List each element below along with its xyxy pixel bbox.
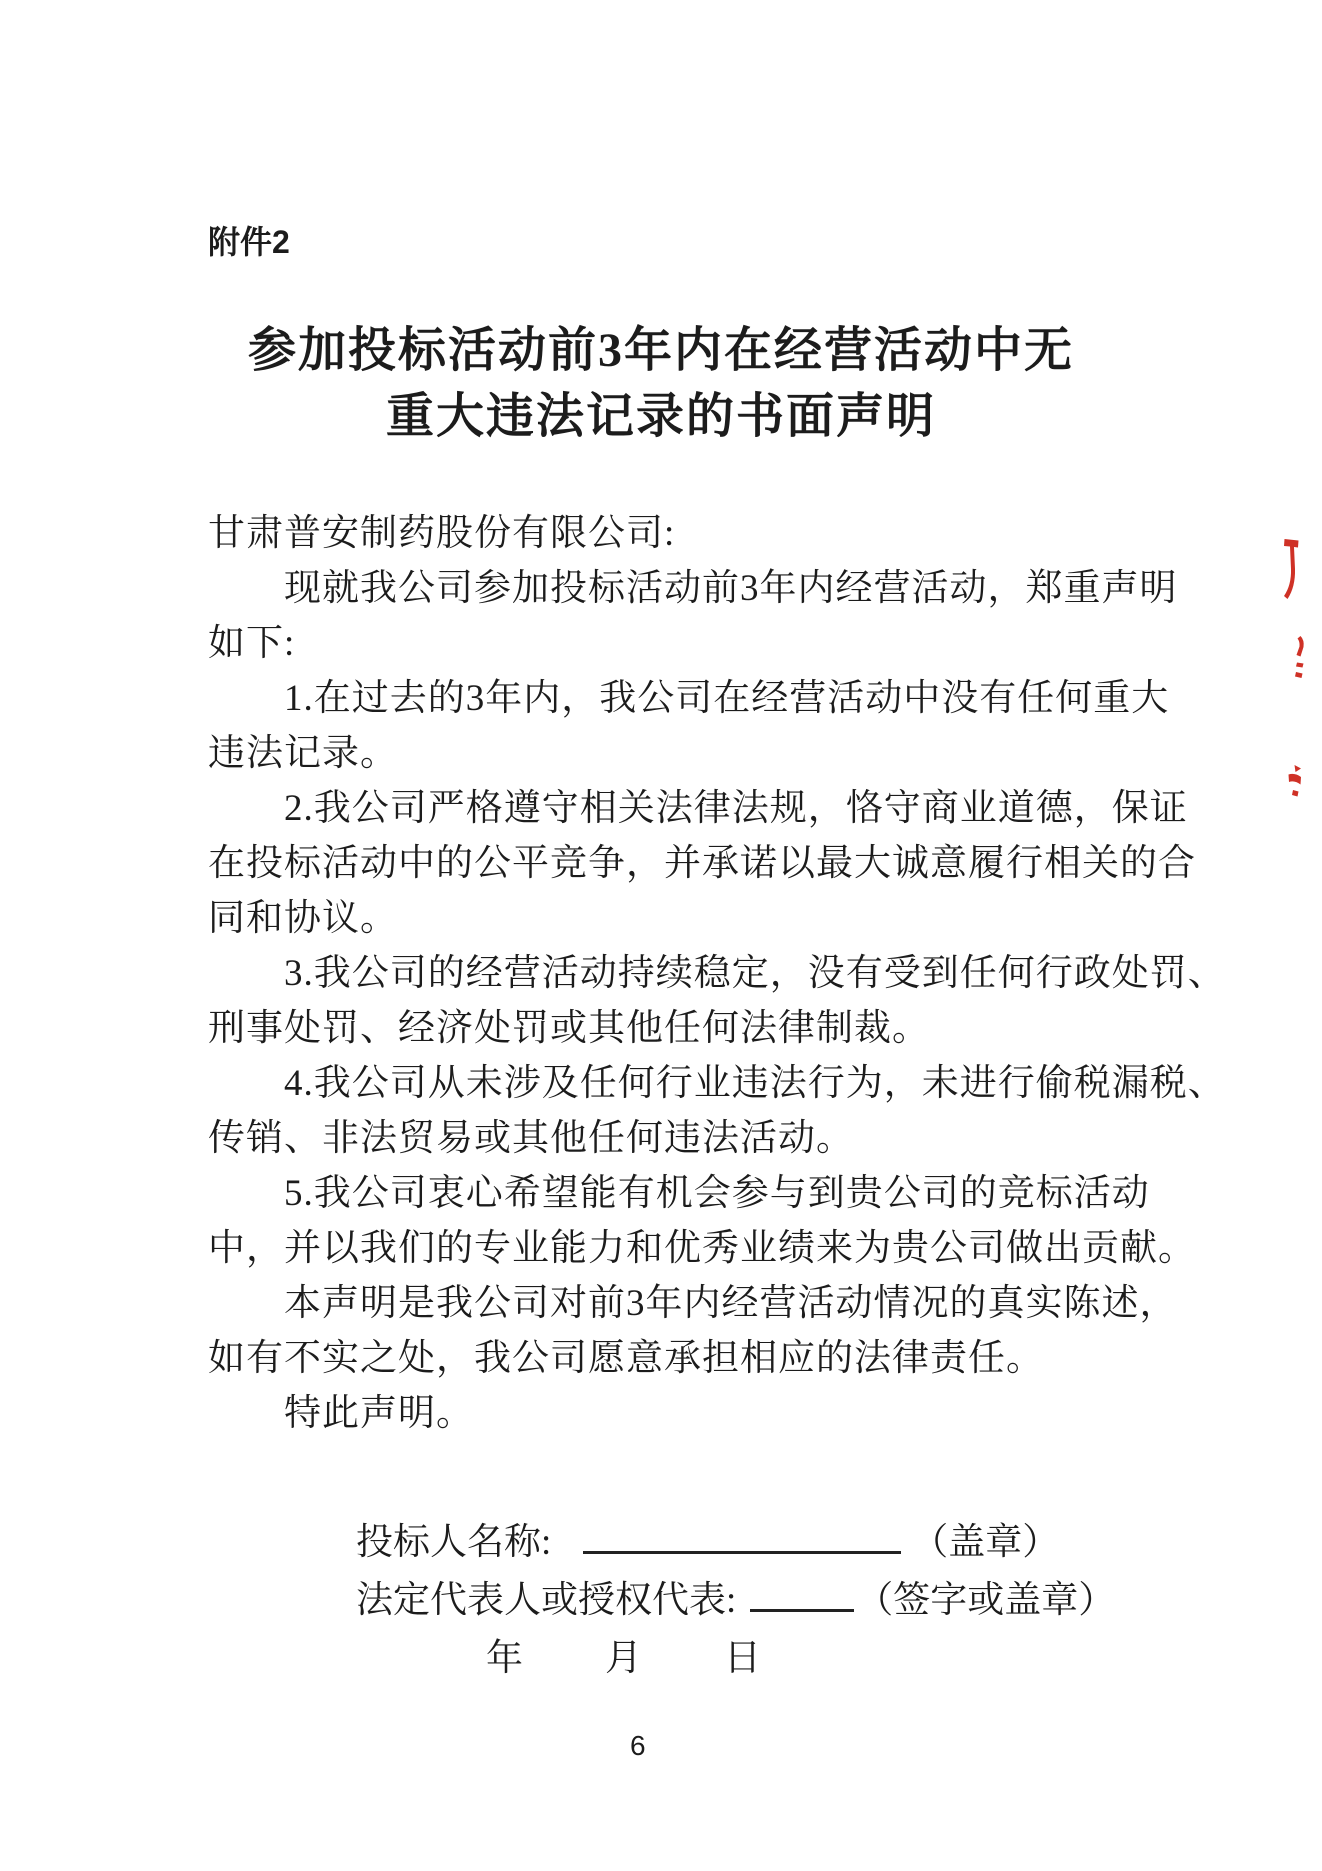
body-line: 在投标活动中的公平竞争，并承诺以最大诚意履行相关的合 <box>208 843 1196 884</box>
red-seal-fragment-icon <box>1293 636 1308 679</box>
date-month-label: 月 <box>605 1638 642 1679</box>
body-line: 本声明是我公司对前3年内经营活动情况的真实陈述， <box>284 1283 1178 1324</box>
representative-seal-note: （签字或盖章） <box>856 1580 1116 1621</box>
body-line-clause-1: 1.在过去的3年内，我公司在经营活动中没有任何重大 <box>284 678 1170 719</box>
body-line-clause-5: 5.我公司衷心希望能有机会参与到贵公司的竞标活动 <box>284 1173 1150 1214</box>
salutation: 甘肃普安制药股份有限公司: <box>208 513 676 554</box>
body-line: 中，并以我们的专业能力和优秀业绩来为贵公司做出贡献。 <box>208 1228 1196 1269</box>
attachment-label: 附件2 <box>208 224 290 260</box>
body-line: 同和协议。 <box>208 898 398 939</box>
date-line <box>486 1630 1115 1688</box>
body-line: 刑事处罚、经济处罚或其他任何法律制裁。 <box>208 1008 930 1049</box>
red-seal-fragment-icon <box>1284 539 1300 600</box>
body-line: 传销、非法贸易或其他任何违法活动。 <box>208 1118 854 1159</box>
body-line: 如有不实之处，我公司愿意承担相应的法律责任。 <box>208 1338 1044 1379</box>
bidder-name-line <box>356 1514 1115 1572</box>
declaration-body <box>208 506 1226 1441</box>
document-title <box>0 318 1322 450</box>
representative-line <box>356 1572 1115 1630</box>
bidder-seal-note: （盖章） <box>911 1522 1060 1563</box>
bidder-name-label: 投标人名称: <box>356 1522 552 1563</box>
page-number: 6 <box>630 1730 646 1761</box>
date-day-label: 日 <box>724 1638 761 1679</box>
body-line: 违法记录。 <box>208 733 398 774</box>
representative-label: 法定代表人或授权代表: <box>356 1580 737 1621</box>
bidder-name-field <box>583 1517 901 1554</box>
date-year-label: 年 <box>486 1638 523 1679</box>
body-line-clause-4: 4.我公司从未涉及任何行业违法行为，未进行偷税漏税、 <box>284 1063 1226 1104</box>
body-line-clause-3: 3.我公司的经营活动持续稳定，没有受到任何行政处罚、 <box>284 953 1226 994</box>
red-seal-fragment-icon <box>1288 765 1302 797</box>
signature-block <box>356 1514 1115 1688</box>
body-line: 现就我公司参加投标活动前3年内经营活动，郑重声明 <box>284 568 1178 609</box>
document-title-line-2: 重大违法记录的书面声明 <box>385 390 936 443</box>
document-title-line-1: 参加投标活动前3年内在经营活动中无 <box>247 324 1074 377</box>
closing-statement: 特此声明。 <box>284 1393 474 1434</box>
body-line: 如下: <box>208 623 296 664</box>
body-line-clause-2: 2.我公司严格遵守相关法律法规，恪守商业道德，保证 <box>284 788 1188 829</box>
representative-field <box>750 1575 854 1612</box>
